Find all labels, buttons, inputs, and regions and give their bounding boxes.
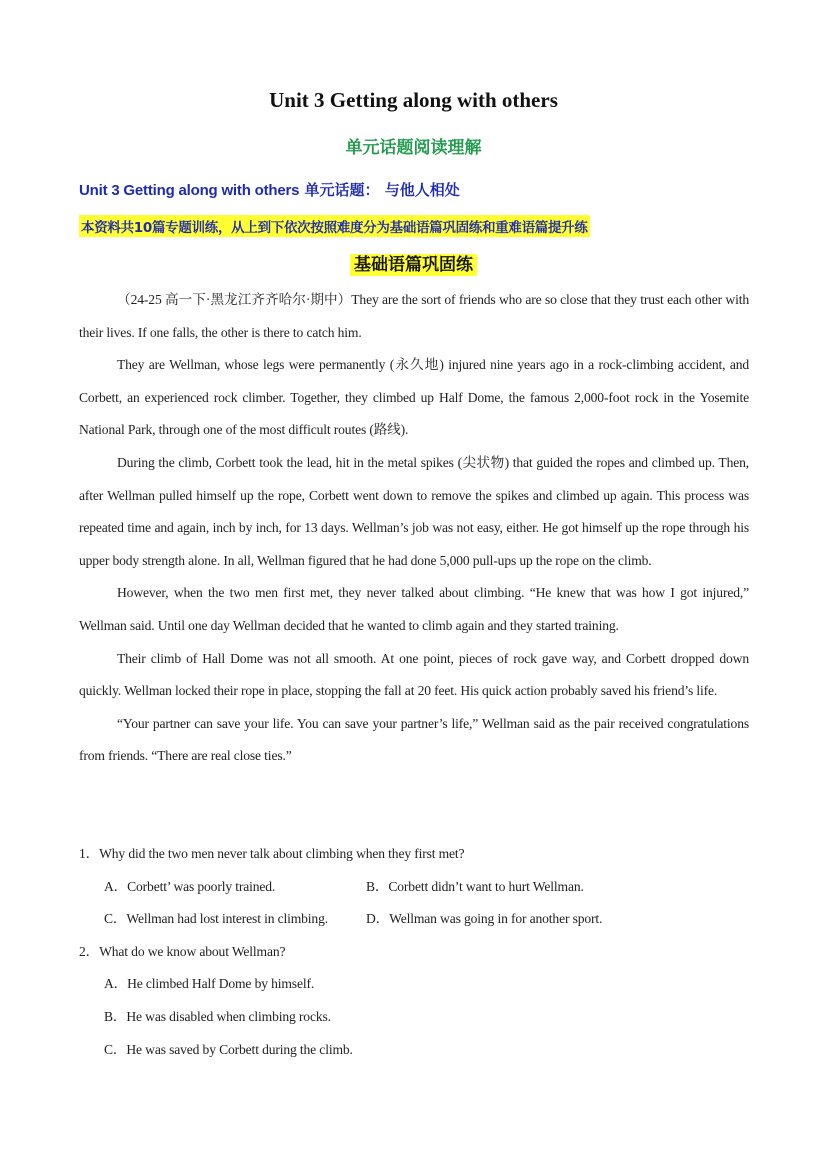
page-title: Unit 3 Getting along with others — [269, 88, 558, 112]
question-2-option-b: B．He was disabled when climbing rocks. — [104, 1008, 331, 1024]
passage-paragraph: During the climb, Corbett took the lead, hit in the metal spikes (尖状物) that guided the ropes and climbed up. Then, after Wellman pulled himself up the rope, Corbett went down to remove the spikes and climbed up again. This process was repeated time and again, inch by inch, for 13 days. Wellman’s job was not easy, either. He got himself up the rope through his upper body strength alone. In all, Wellman figured that he had done 5,000 pull-ups up the rope on the climb. — [79, 454, 749, 568]
passage-paragraph: Their climb of Hall Dome was not all smooth. At one point, pieces of rock gave way, and Corbett dropped down quickly. Wellman locked their rope in place, stopping the fall at 20 feet. His quick action probably saved his friend’s life. — [79, 650, 749, 699]
reading-passage — [79, 284, 749, 773]
passage-paragraph: “Your partner can save your life. You can save your partner’s life,” Wellman said as the pair received congratulations from friends. “There are real close ties.” — [79, 715, 749, 764]
unit-topic-chinese: 单元话题： 与他人相处 — [299, 181, 460, 199]
section-heading-wrap — [0, 250, 827, 275]
page-subtitle: 单元话题阅读理解 — [345, 138, 482, 158]
question-2-option-a: A．He climbed Half Dome by himself. — [104, 976, 315, 992]
section-heading: 基础语篇巩固练 — [350, 254, 477, 276]
material-note: 本资料共10篇专题训练，从上到下依次按照难度分为基础语篇巩固练和重难语篇提升练 — [79, 215, 590, 237]
passage-paragraph: They are Wellman, whose legs were permanently (永久地) injured nine years ago in a rock-climbing accident, and Corbett, an experienced rock climber. Together, they climbed up Half Dome, the famous 2,000-foot rock in the Yosemite National Park, through one of the most difficult routes (路线). — [79, 357, 749, 438]
question-2-option-c: C．He was saved by Corbett during the climb. — [104, 1041, 353, 1057]
question-1-option-d: D．Wellman was going in for another sport. — [366, 911, 603, 927]
passage-paragraph: （24-25 高一下·黑龙江齐齐哈尔·期中）They are the sort of friends who are so close that they trust each other with their lives. If one falls, the other is there to catch him. — [79, 292, 749, 340]
question-1-option-a: A．Corbett’ was poorly trained. — [104, 878, 276, 894]
question-1-option-b: B．Corbett didn’t want to hurt Wellman. — [366, 878, 584, 894]
unit-topic-line — [79, 179, 460, 200]
question-1-stem: 1．Why did the two men never talk about climbing when they first met? — [79, 846, 465, 861]
unit-topic-english: Unit 3 Getting along with others — [79, 182, 300, 199]
question-list — [79, 838, 749, 1066]
question-1-option-c: C．Wellman had lost interest in climbing. — [104, 911, 328, 927]
passage-paragraph: However, when the two men first met, they never talked about climbing. “He knew that was how I got injured,” Wellman said. Until one day Wellman decided that he wanted to climb again and they started training. — [79, 585, 749, 633]
question-1-options-row-1 — [79, 871, 749, 904]
question-2-stem: 2．What do we know about Wellman? — [79, 943, 286, 959]
question-1-options-row-2 — [79, 903, 749, 936]
